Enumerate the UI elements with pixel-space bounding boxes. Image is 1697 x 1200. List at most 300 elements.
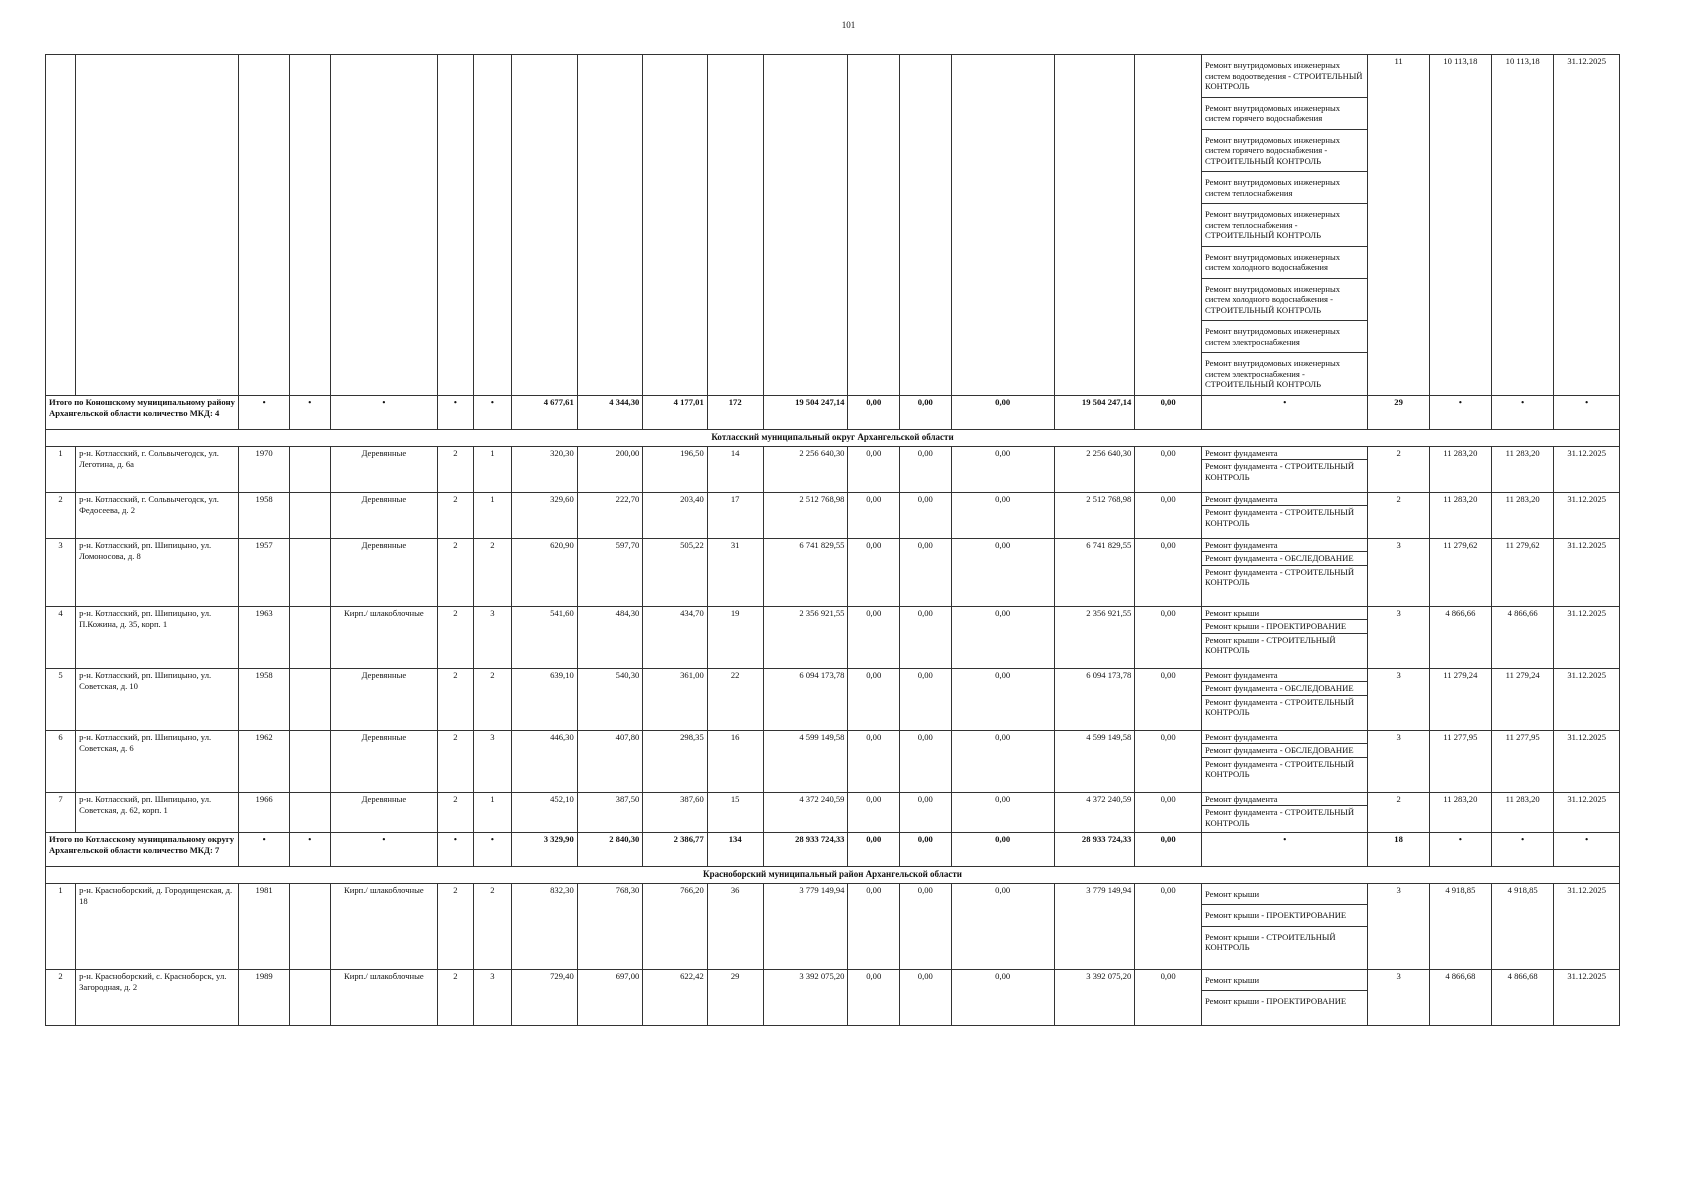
fund-cell: 0,00 — [951, 538, 1054, 606]
empty-cell — [289, 446, 330, 492]
fund-cell: 0,00 — [951, 969, 1054, 1025]
fund-cell: 0,00 — [951, 606, 1054, 668]
floors-cell: 2 — [438, 446, 473, 492]
fund-cell: 0,00 — [848, 883, 900, 969]
work-item: Ремонт внутридомовых инженерных систем холодного водоснабжения — [1202, 247, 1368, 279]
date-cell: 31.12.2025 — [1554, 446, 1620, 492]
quantity-cell: 3 — [1368, 538, 1429, 606]
work-item: Ремонт внутридомовых инженерных систем горячего водоснабжения — [1202, 98, 1368, 130]
works-list — [1201, 55, 1368, 396]
area-total-cell: 541,60 — [512, 606, 578, 668]
floors-cell: 2 — [438, 883, 473, 969]
area-premises-cell: 597,70 — [577, 538, 643, 606]
row-number: 5 — [46, 668, 76, 730]
date-cell: 31.12.2025 — [1554, 730, 1620, 792]
other-fund-cell: 0,00 — [1135, 668, 1202, 730]
address-cell: р-н. Котласский, рп. Шипицыно, ул. Советская, д. 6 — [76, 730, 239, 792]
year-cell: 1958 — [239, 668, 289, 730]
dot-cell: • — [239, 395, 289, 429]
entrances-cell: 2 — [473, 668, 512, 730]
continuation-row — [46, 55, 1620, 396]
max-cost-cell: 11 283,20 — [1492, 492, 1554, 538]
owners-fund-cell: 19 504 247,14 — [1054, 395, 1135, 429]
quantity-cell: 2 — [1368, 792, 1429, 832]
area-total-cell: 3 329,90 — [512, 832, 578, 866]
date-cell: 31.12.2025 — [1554, 969, 1620, 1025]
floors-cell: 2 — [438, 668, 473, 730]
empty-cell — [512, 55, 578, 396]
unit-cost-cell: 11 277,95 — [1429, 730, 1491, 792]
fund-cell: 0,00 — [900, 792, 952, 832]
other-fund-cell: 0,00 — [1135, 883, 1202, 969]
area-living-cell: 298,35 — [643, 730, 707, 792]
fund-cell: 0,00 — [900, 492, 952, 538]
empty-cell — [951, 55, 1054, 396]
year-cell: 1966 — [239, 792, 289, 832]
empty-cell — [473, 55, 512, 396]
work-item: Ремонт фундамента — [1202, 539, 1368, 553]
date-cell: 31.12.2025 — [1554, 668, 1620, 730]
wall-material-cell: Кирп./ шлакоблочные — [330, 606, 437, 668]
row-number: 3 — [46, 538, 76, 606]
floors-cell: 2 — [438, 492, 473, 538]
work-item: Ремонт фундамента - ОБСЛЕДОВАНИЕ — [1202, 682, 1368, 696]
dot-cell: • — [289, 832, 330, 866]
fund-cell: 0,00 — [900, 883, 952, 969]
max-cost-cell: 4 866,68 — [1492, 969, 1554, 1025]
area-premises-cell: 222,70 — [577, 492, 643, 538]
fund-cell: 0,00 — [900, 395, 952, 429]
works-list — [1201, 792, 1368, 832]
unit-cost-cell: 11 279,62 — [1429, 538, 1491, 606]
fund-cell: 0,00 — [900, 832, 952, 866]
row-number: 6 — [46, 730, 76, 792]
owners-fund-cell: 2 256 640,30 — [1054, 446, 1135, 492]
work-item: Ремонт крыши - ПРОЕКТИРОВАНИЕ — [1204, 996, 1347, 1006]
max-cost-cell: 11 279,24 — [1492, 668, 1554, 730]
address-cell: р-н. Котласский, рп. Шипицыно, ул. П.Кожина, д. 35, корп. 1 — [76, 606, 239, 668]
area-total-cell: 832,30 — [512, 883, 578, 969]
work-item: Ремонт фундамента - СТРОИТЕЛЬНЫЙ КОНТРОЛЬ — [1204, 566, 1355, 587]
cost-cell: 2 356 921,55 — [763, 606, 848, 668]
house-row — [46, 883, 1620, 969]
total-row — [46, 395, 1620, 429]
cost-cell: 2 256 640,30 — [763, 446, 848, 492]
floors-cell: 2 — [438, 606, 473, 668]
house-row — [46, 668, 1620, 730]
fund-cell: 0,00 — [848, 792, 900, 832]
fund-cell: 0,00 — [951, 668, 1054, 730]
fund-cell: 0,00 — [951, 883, 1054, 969]
dot-cell: • — [289, 395, 330, 429]
area-living-cell: 4 177,01 — [643, 395, 707, 429]
works-count-cell: 18 — [1368, 832, 1429, 866]
total-row — [46, 832, 1620, 866]
fund-cell: 0,00 — [951, 730, 1054, 792]
residents-cell: 15 — [707, 792, 763, 832]
address-cell: р-н. Красноборский, с. Красноборск, ул. Загородная, д. 2 — [76, 969, 239, 1025]
fund-cell: 0,00 — [848, 730, 900, 792]
date-cell: 31.12.2025 — [1554, 55, 1620, 396]
fund-cell: 0,00 — [848, 606, 900, 668]
work-item: Ремонт крыши - ПРОЕКТИРОВАНИЕ — [1202, 620, 1368, 634]
fund-cell: 0,00 — [900, 969, 952, 1025]
max-cost-cell: 11 283,20 — [1492, 792, 1554, 832]
empty-cell — [289, 668, 330, 730]
residents-cell: 17 — [707, 492, 763, 538]
work-item: Ремонт крыши - СТРОИТЕЛЬНЫЙ КОНТРОЛЬ — [1204, 634, 1336, 655]
cost-cell: 28 933 724,33 — [763, 832, 848, 866]
entrances-cell: 1 — [473, 792, 512, 832]
owners-fund-cell: 4 372 240,59 — [1054, 792, 1135, 832]
area-living-cell: 766,20 — [643, 883, 707, 969]
wall-material-cell: Деревянные — [330, 538, 437, 606]
area-premises-cell: 4 344,30 — [577, 395, 643, 429]
residents-cell: 14 — [707, 446, 763, 492]
empty-cell — [289, 883, 330, 969]
unit-cost-cell: 4 866,66 — [1429, 606, 1491, 668]
works-list — [1201, 969, 1368, 1025]
fund-cell: 0,00 — [848, 668, 900, 730]
dot-cell: • — [473, 395, 512, 429]
works-list — [1201, 492, 1368, 538]
date-cell: 31.12.2025 — [1554, 606, 1620, 668]
area-living-cell: 2 386,77 — [643, 832, 707, 866]
area-total-cell: 452,10 — [512, 792, 578, 832]
unit-cost-cell: 11 283,20 — [1429, 492, 1491, 538]
year-cell: 1958 — [239, 492, 289, 538]
residents-cell: 36 — [707, 883, 763, 969]
fund-cell: 0,00 — [951, 395, 1054, 429]
cost-cell: 3 392 075,20 — [763, 969, 848, 1025]
dot-cell: • — [1492, 832, 1554, 866]
row-number: 2 — [46, 969, 76, 1025]
fund-cell: 0,00 — [900, 730, 952, 792]
cost-cell: 4 599 149,58 — [763, 730, 848, 792]
area-living-cell: 434,70 — [643, 606, 707, 668]
work-item: Ремонт внутридомовых инженерных систем горячего водоснабжения - СТРОИТЕЛЬНЫЙ КОНТРОЛЬ — [1202, 130, 1368, 173]
other-fund-cell: 0,00 — [1135, 395, 1202, 429]
other-fund-cell: 0,00 — [1135, 538, 1202, 606]
year-cell: 1989 — [239, 969, 289, 1025]
section-header-row — [46, 429, 1620, 446]
cost-cell: 6 741 829,55 — [763, 538, 848, 606]
row-number: 2 — [46, 492, 76, 538]
empty-cell — [239, 55, 289, 396]
dot-cell: • — [438, 832, 473, 866]
fund-cell: 0,00 — [900, 668, 952, 730]
page-number: 101 — [841, 20, 856, 30]
fund-cell: 0,00 — [951, 832, 1054, 866]
quantity-cell: 3 — [1368, 969, 1429, 1025]
area-premises-cell: 484,30 — [577, 606, 643, 668]
floors-cell: 2 — [438, 730, 473, 792]
row-number: 4 — [46, 606, 76, 668]
date-cell: 31.12.2025 — [1554, 792, 1620, 832]
year-cell: 1957 — [239, 538, 289, 606]
area-living-cell: 505,22 — [643, 538, 707, 606]
cost-cell: 4 372 240,59 — [763, 792, 848, 832]
section-header-row — [46, 866, 1620, 883]
year-cell: 1981 — [239, 883, 289, 969]
quantity-cell: 2 — [1368, 492, 1429, 538]
unit-cost-cell: 11 283,20 — [1429, 446, 1491, 492]
residents-cell: 29 — [707, 969, 763, 1025]
dot-cell: • — [1554, 832, 1620, 866]
work-item: Ремонт внутридомовых инженерных систем электроснабжения - СТРОИТЕЛЬНЫЙ КОНТРОЛЬ — [1204, 358, 1341, 389]
year-cell: 1963 — [239, 606, 289, 668]
works-list — [1201, 730, 1368, 792]
work-item: Ремонт фундамента - СТРОИТЕЛЬНЫЙ КОНТРОЛЬ — [1204, 758, 1355, 779]
area-living-cell: 196,50 — [643, 446, 707, 492]
wall-material-cell: Деревянные — [330, 730, 437, 792]
work-item: Ремонт фундамента - ОБСЛЕДОВАНИЕ — [1202, 552, 1368, 566]
work-item: Ремонт внутридомовых инженерных систем теплоснабжения — [1202, 172, 1368, 204]
fund-cell: 0,00 — [848, 446, 900, 492]
works-list — [1201, 668, 1368, 730]
work-item: Ремонт фундамента — [1202, 447, 1368, 461]
fund-cell: 0,00 — [848, 969, 900, 1025]
area-premises-cell: 2 840,30 — [577, 832, 643, 866]
empty-cell — [577, 55, 643, 396]
unit-cost-cell: 11 283,20 — [1429, 792, 1491, 832]
fund-cell: 0,00 — [951, 492, 1054, 538]
floors-cell: 2 — [438, 792, 473, 832]
empty-cell — [848, 55, 900, 396]
owners-fund-cell: 4 599 149,58 — [1054, 730, 1135, 792]
year-cell: 1970 — [239, 446, 289, 492]
wall-material-cell: Деревянные — [330, 492, 437, 538]
house-row — [46, 969, 1620, 1025]
cost-cell: 6 094 173,78 — [763, 668, 848, 730]
unit-cost-cell: 11 279,24 — [1429, 668, 1491, 730]
work-item: Ремонт внутридомовых инженерных систем водоотведения - СТРОИТЕЛЬНЫЙ КОНТРОЛЬ — [1202, 55, 1368, 98]
area-total-cell: 320,30 — [512, 446, 578, 492]
works-list — [1201, 883, 1368, 969]
max-cost-cell: 11 277,95 — [1492, 730, 1554, 792]
area-total-cell: 329,60 — [512, 492, 578, 538]
owners-fund-cell: 3 392 075,20 — [1054, 969, 1135, 1025]
work-item: Ремонт крыши — [1202, 607, 1368, 621]
entrances-cell: 3 — [473, 606, 512, 668]
floors-cell: 2 — [438, 538, 473, 606]
entrances-cell: 1 — [473, 446, 512, 492]
area-total-cell: 639,10 — [512, 668, 578, 730]
row-number: 7 — [46, 792, 76, 832]
empty-cell — [289, 606, 330, 668]
address-cell: р-н. Котласский, рп. Шипицыно, ул. Советская, д. 10 — [76, 668, 239, 730]
fund-cell: 0,00 — [848, 832, 900, 866]
section-title: Котласский муниципальный округ Архангельской области — [46, 429, 1620, 446]
other-fund-cell: 0,00 — [1135, 969, 1202, 1025]
work-item: Ремонт крыши - СТРОИТЕЛЬНЫЙ КОНТРОЛЬ — [1204, 931, 1336, 952]
address-cell: р-н. Красноборский, д. Городищенская, д. 18 — [76, 883, 239, 969]
work-item: Ремонт фундамента — [1202, 793, 1368, 807]
quantity-cell: 3 — [1368, 668, 1429, 730]
residents-cell: 16 — [707, 730, 763, 792]
owners-fund-cell: 2 356 921,55 — [1054, 606, 1135, 668]
fund-cell: 0,00 — [900, 446, 952, 492]
dot-cell: • — [1492, 395, 1554, 429]
area-living-cell: 203,40 — [643, 492, 707, 538]
work-item: Ремонт фундамента - СТРОИТЕЛЬНЫЙ КОНТРОЛЬ — [1204, 461, 1355, 482]
entrances-cell: 2 — [473, 538, 512, 606]
unit-cost-cell: 4 918,85 — [1429, 883, 1491, 969]
empty-cell — [289, 792, 330, 832]
work-item: Ремонт внутридомовых инженерных систем холодного водоснабжения - СТРОИТЕЛЬНЫЙ КОНТРОЛЬ — [1202, 279, 1368, 322]
cost-cell: 3 779 149,94 — [763, 883, 848, 969]
area-premises-cell: 387,50 — [577, 792, 643, 832]
dot-cell: • — [438, 395, 473, 429]
dot-cell: • — [1201, 395, 1368, 429]
quantity-cell: 3 — [1368, 883, 1429, 969]
residents-cell: 19 — [707, 606, 763, 668]
unit-cost-cell: 10 113,18 — [1429, 55, 1491, 396]
other-fund-cell: 0,00 — [1135, 730, 1202, 792]
area-living-cell: 361,00 — [643, 668, 707, 730]
works-list — [1201, 446, 1368, 492]
dot-cell: • — [1201, 832, 1368, 866]
empty-cell — [900, 55, 952, 396]
work-item: Ремонт фундамента — [1202, 731, 1368, 745]
fund-cell: 0,00 — [848, 538, 900, 606]
fund-cell: 0,00 — [900, 606, 952, 668]
owners-fund-cell: 2 512 768,98 — [1054, 492, 1135, 538]
fund-cell: 0,00 — [900, 538, 952, 606]
area-premises-cell: 200,00 — [577, 446, 643, 492]
empty-cell — [643, 55, 707, 396]
empty-cell — [289, 55, 330, 396]
section-title: Красноборский муниципальный район Архангельской области — [46, 866, 1620, 883]
cost-cell: 19 504 247,14 — [763, 395, 848, 429]
row-number: 1 — [46, 446, 76, 492]
area-total-cell: 620,90 — [512, 538, 578, 606]
quantity-cell: 11 — [1368, 55, 1429, 396]
house-row — [46, 606, 1620, 668]
row-number: 1 — [46, 883, 76, 969]
date-cell: 31.12.2025 — [1554, 883, 1620, 969]
total-label: Итого по Коношскому муниципальному району Архангельской области количество МКД: 4 — [46, 395, 239, 429]
entrances-cell: 2 — [473, 883, 512, 969]
max-cost-cell: 4 866,66 — [1492, 606, 1554, 668]
dot-cell: • — [239, 832, 289, 866]
wall-material-cell: Деревянные — [330, 446, 437, 492]
residents-cell: 31 — [707, 538, 763, 606]
work-item: Ремонт фундамента - СТРОИТЕЛЬНЫЙ КОНТРОЛЬ — [1204, 507, 1355, 528]
works-list — [1201, 606, 1368, 668]
max-cost-cell: 10 113,18 — [1492, 55, 1554, 396]
entrances-cell: 3 — [473, 730, 512, 792]
empty-cell — [1135, 55, 1202, 396]
total-label: Итого по Котласскому муниципальному округу Архангельской области количество МКД: 7 — [46, 832, 239, 866]
other-fund-cell: 0,00 — [1135, 606, 1202, 668]
address-cell: р-н. Котласский, г. Сольвычегодск, ул. Федосеева, д. 2 — [76, 492, 239, 538]
address-cell: р-н. Котласский, рп. Шипицыно, ул. Советская, д. 62, корп. 1 — [76, 792, 239, 832]
work-item: Ремонт крыши — [1202, 970, 1368, 992]
entrances-cell: 3 — [473, 969, 512, 1025]
fund-cell: 0,00 — [848, 492, 900, 538]
dot-cell: • — [473, 832, 512, 866]
quantity-cell: 3 — [1368, 730, 1429, 792]
fund-cell: 0,00 — [951, 792, 1054, 832]
work-item: Ремонт фундамента - ОБСЛЕДОВАНИЕ — [1202, 744, 1368, 758]
empty-cell — [289, 969, 330, 1025]
area-premises-cell: 768,30 — [577, 883, 643, 969]
max-cost-cell: 11 279,62 — [1492, 538, 1554, 606]
other-fund-cell: 0,00 — [1135, 832, 1202, 866]
house-row — [46, 446, 1620, 492]
area-premises-cell: 540,30 — [577, 668, 643, 730]
works-list — [1201, 538, 1368, 606]
empty-cell — [330, 55, 437, 396]
area-living-cell: 622,42 — [643, 969, 707, 1025]
empty-cell — [289, 492, 330, 538]
wall-material-cell: Кирп./ шлакоблочные — [330, 969, 437, 1025]
empty-cell — [763, 55, 848, 396]
max-cost-cell: 4 918,85 — [1492, 883, 1554, 969]
house-row — [46, 792, 1620, 832]
work-item: Ремонт крыши - ПРОЕКТИРОВАНИЕ — [1202, 905, 1368, 927]
owners-fund-cell: 3 779 149,94 — [1054, 883, 1135, 969]
house-row — [46, 492, 1620, 538]
dot-cell: • — [1429, 395, 1491, 429]
residents-cell: 134 — [707, 832, 763, 866]
wall-material-cell: Кирп./ шлакоблочные — [330, 883, 437, 969]
area-premises-cell: 697,00 — [577, 969, 643, 1025]
work-item: Ремонт крыши — [1202, 884, 1368, 906]
work-item: Ремонт внутридомовых инженерных систем электроснабжения — [1202, 321, 1368, 353]
year-cell: 1962 — [239, 730, 289, 792]
works-count-cell: 29 — [1368, 395, 1429, 429]
area-total-cell: 729,40 — [512, 969, 578, 1025]
address-cell: р-н. Котласский, г. Сольвычегодск, ул. Леготина, д. 6а — [76, 446, 239, 492]
empty-cell — [289, 730, 330, 792]
date-cell: 31.12.2025 — [1554, 538, 1620, 606]
address-cell: р-н. Котласский, рп. Шипицыно, ул. Ломоносова, д. 8 — [76, 538, 239, 606]
dot-cell: • — [330, 832, 437, 866]
owners-fund-cell: 28 933 724,33 — [1054, 832, 1135, 866]
fund-cell: 0,00 — [848, 395, 900, 429]
work-item: Ремонт внутридомовых инженерных систем теплоснабжения - СТРОИТЕЛЬНЫЙ КОНТРОЛЬ — [1202, 204, 1368, 247]
empty-cell — [289, 538, 330, 606]
other-fund-cell: 0,00 — [1135, 792, 1202, 832]
empty-cell — [438, 55, 473, 396]
unit-cost-cell: 4 866,68 — [1429, 969, 1491, 1025]
other-fund-cell: 0,00 — [1135, 446, 1202, 492]
residents-cell: 172 — [707, 395, 763, 429]
area-total-cell: 446,30 — [512, 730, 578, 792]
house-row — [46, 538, 1620, 606]
capital-repair-table — [45, 54, 1620, 1026]
quantity-cell: 3 — [1368, 606, 1429, 668]
dot-cell: • — [1429, 832, 1491, 866]
residents-cell: 22 — [707, 668, 763, 730]
quantity-cell: 2 — [1368, 446, 1429, 492]
wall-material-cell: Деревянные — [330, 668, 437, 730]
area-total-cell: 4 677,61 — [512, 395, 578, 429]
floors-cell: 2 — [438, 969, 473, 1025]
owners-fund-cell: 6 741 829,55 — [1054, 538, 1135, 606]
house-row — [46, 730, 1620, 792]
wall-material-cell: Деревянные — [330, 792, 437, 832]
other-fund-cell: 0,00 — [1135, 492, 1202, 538]
dot-cell: • — [330, 395, 437, 429]
work-item: Ремонт фундамента - СТРОИТЕЛЬНЫЙ КОНТРОЛЬ — [1204, 807, 1355, 828]
date-cell: 31.12.2025 — [1554, 492, 1620, 538]
entrances-cell: 1 — [473, 492, 512, 538]
cost-cell: 2 512 768,98 — [763, 492, 848, 538]
empty-cell — [1054, 55, 1135, 396]
